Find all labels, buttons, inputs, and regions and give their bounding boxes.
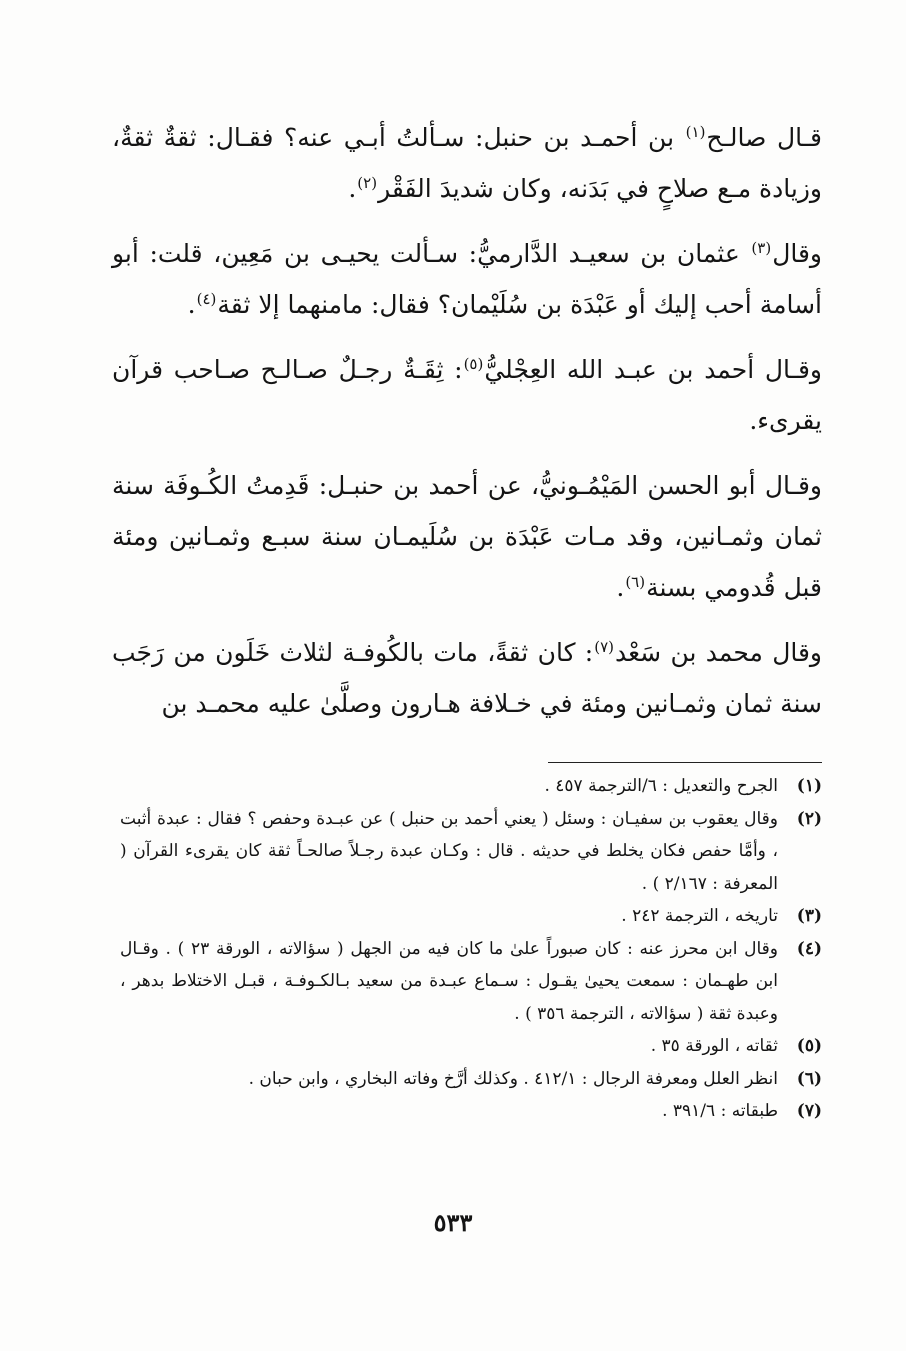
footnote-number: (٦): [796, 1068, 822, 1089]
footnote-number: (٥): [796, 1036, 822, 1056]
footnote-item: [120, 933, 822, 1031]
text-span: بن أحمـد بن حنبل: سـألتُ أبـي عنه؟ فقـال: ثقةٌ ثقةٌ، وزيادة مـع صلاحٍ في بَدَنه، وكان شديدَ الفَقْر: [112, 123, 822, 203]
footnote-divider: [548, 762, 822, 763]
text-span: وقـال أحمد بن عبـد الله العِجْليُّ: [484, 355, 823, 384]
footnote-text: انظر العلل ومعرفة الرجال : ٤١٢/١ . وكذلك أرَّخ وفاته البخاري ، وابن حبان .: [248, 1068, 778, 1089]
footnote-number: (٤): [796, 938, 822, 959]
footnote-item: [120, 1063, 822, 1096]
footnote-ref-7[interactable]: (٧): [594, 637, 614, 656]
text-span: وقال: [772, 239, 822, 268]
footnote-number: (٢): [796, 808, 822, 829]
footnote-ref-1[interactable]: (١): [685, 122, 706, 141]
footnote-ref-3[interactable]: (٣): [751, 238, 772, 257]
footnote-item: [120, 770, 822, 803]
main-text: [112, 112, 822, 743]
footnote-ref-2[interactable]: (٢): [357, 173, 378, 192]
footnote-item: [120, 900, 822, 933]
footnote-item: [120, 1095, 822, 1128]
footnote-text: طبقاته : ٣٩١/٦ .: [662, 1101, 778, 1121]
footnote-text: ثقاته ، الورقة ٣٥ .: [650, 1036, 778, 1056]
footnote-number: (١): [796, 776, 822, 796]
text-span: .: [348, 174, 357, 203]
paragraph-ijli: [112, 344, 822, 446]
text-span: .: [187, 290, 196, 319]
footnote-ref-4[interactable]: (٤): [196, 289, 217, 308]
text-span: : كان ثقةً، مات بالكُوفـة لثلاث خَلَون من رَجَب سنة ثمان وثمـانين ومئة في خـلافة هـارون وصلَّىٰ عليه محمـد بن: [112, 638, 822, 718]
footnote-item: [120, 1030, 822, 1063]
footnote-text: وقال ابن محرز عنه : كان صبوراً علىٰ ما كان فيه من الجهل ( سؤالاته ، الورقة ٢٣ ) . وقـال ابن طهـمان : سمعت يحيىٰ يقـول : سـماع عبـدة من سعيد بـالكـوفـة ، قبـل الاختلاط بدهر ، وعبدة ثقة ( سؤالاته ، الترجمة ٣٥٦ ) .: [120, 938, 778, 1024]
paragraph-darimi: [112, 228, 822, 330]
paragraph-salih: [112, 112, 822, 214]
paragraph-ibn-sad: [112, 627, 822, 729]
text-span: وقال محمد بن سَعْد: [615, 638, 822, 667]
text-span: عثمان بن سعيـد الدَّارميُّ: سـألت يحيـى بن مَعِين، قلت: أبو أسامة أحب إليك أو عَبْدَة بن سُلَيْمان؟ فقال: مامنهما إلا ثقة: [112, 239, 822, 319]
text-span: قـال صالـح: [706, 123, 823, 152]
text-span: : ثِقَـةٌ رجـلٌ صـالـح صـاحب قرآن يقرىء.: [112, 355, 822, 435]
page-number: ٥٣٣: [433, 1208, 473, 1237]
footnote-text: الجرح والتعديل : ٦/الترجمة ٤٥٧ .: [544, 776, 778, 796]
footnote-text: تاريخه ، الترجمة ٢٤٢ .: [621, 906, 778, 926]
footnote-ref-5[interactable]: (٥): [463, 354, 484, 373]
footnote-text: وقال يعقوب بن سفيـان : وسئل ( يعني أحمد بن حنبل ) عن عبـدة وحفص ؟ فقال : عبدة أثبت ، وأمَّا حفص فكان يخلط في حديثه . قال : وكـان عبدة رجـلاً صالحـاً ثقة كان يقرىء القرآن ( المعرفة : ٢/١٦٧ ) .: [120, 808, 778, 894]
footnote-number: (٣): [796, 906, 822, 926]
paragraph-maymuni: [112, 460, 822, 613]
text-span: وقـال أبو الحسن المَيْمُـونيُّ، عن أحمد بن حنبـل: قَدِمتُ الكُـوفَة سنة ثمان وثمـانين، وقد مـات عَبْدَة بن سُلَيمـان سنة سبـع وثمـانين ومئة قبل قُدومي بسنة: [112, 471, 822, 602]
text-span: .: [616, 573, 625, 602]
footnote-number: (٧): [796, 1101, 822, 1121]
footnote-ref-6[interactable]: (٦): [625, 572, 646, 591]
footnotes-section: [120, 770, 822, 1128]
footnote-item: [120, 803, 822, 901]
